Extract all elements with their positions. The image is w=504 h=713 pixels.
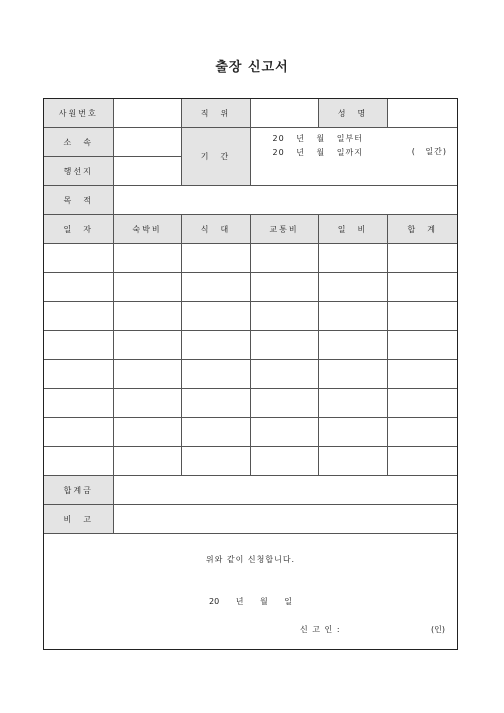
cell[interactable] (387, 360, 457, 389)
cell[interactable] (387, 331, 457, 360)
name-field[interactable] (387, 99, 457, 128)
period-from: 20 년 월 일부터 (272, 134, 363, 143)
cell[interactable] (318, 389, 387, 418)
remarks-field[interactable] (113, 505, 457, 534)
cell[interactable] (318, 273, 387, 302)
form-title: 출장 신고서 (215, 60, 289, 75)
cell[interactable] (250, 360, 318, 389)
cell[interactable] (181, 273, 250, 302)
cell[interactable] (318, 331, 387, 360)
cell[interactable] (44, 360, 113, 389)
name-label: 성 명 (318, 99, 387, 128)
expense-form (43, 98, 458, 650)
cell[interactable] (44, 273, 113, 302)
cell[interactable] (250, 302, 318, 331)
total-amount-field[interactable] (113, 476, 457, 505)
cell[interactable] (387, 418, 457, 447)
cell[interactable] (318, 447, 387, 476)
purpose-field[interactable] (113, 186, 457, 215)
cell[interactable] (113, 447, 181, 476)
cell[interactable] (250, 418, 318, 447)
destination-label: 행선지 (44, 157, 113, 186)
column-header-transport: 교통비 (250, 215, 318, 244)
cell[interactable] (113, 302, 181, 331)
cell[interactable] (387, 244, 457, 273)
application-statement: 위와 같이 신청합니다. (205, 555, 296, 564)
purpose-label: 목 적 (44, 186, 113, 215)
cell[interactable] (44, 389, 113, 418)
remarks-label: 비 고 (44, 505, 113, 534)
cell[interactable] (181, 244, 250, 273)
form-grid (44, 99, 457, 534)
table-row (44, 389, 457, 418)
cell[interactable] (181, 331, 250, 360)
seal-mark: (인) (431, 625, 445, 634)
cell[interactable] (113, 389, 181, 418)
cell[interactable] (44, 418, 113, 447)
table-row (44, 244, 457, 273)
cell[interactable] (181, 418, 250, 447)
cell[interactable] (250, 331, 318, 360)
cell[interactable] (44, 244, 113, 273)
column-header-date: 일 자 (44, 215, 113, 244)
table-row (44, 447, 457, 476)
cell[interactable] (113, 418, 181, 447)
table-row (44, 360, 457, 389)
total-amount-label: 합계금 (44, 476, 113, 505)
form-footer (44, 534, 457, 655)
table-row (44, 302, 457, 331)
department-label: 소 속 (44, 128, 113, 157)
cell[interactable] (318, 302, 387, 331)
cell[interactable] (387, 389, 457, 418)
cell[interactable] (250, 389, 318, 418)
column-header-meals: 식 대 (181, 215, 250, 244)
cell[interactable] (113, 360, 181, 389)
department-field[interactable] (113, 128, 181, 157)
cell[interactable] (318, 360, 387, 389)
column-header-total: 합 계 (387, 215, 457, 244)
cell[interactable] (113, 331, 181, 360)
cell[interactable] (387, 447, 457, 476)
cell[interactable] (181, 302, 250, 331)
period-days: ( 일간) (411, 147, 447, 156)
table-row (44, 273, 457, 302)
employee-no-label: 사원번호 (44, 99, 113, 128)
cell[interactable] (387, 302, 457, 331)
cell[interactable] (318, 418, 387, 447)
cell[interactable] (113, 244, 181, 273)
column-header-lodging: 숙박비 (113, 215, 181, 244)
table-row (44, 331, 457, 360)
cell[interactable] (181, 447, 250, 476)
applicant-label: 신 고 인 : (300, 625, 341, 634)
cell[interactable] (387, 273, 457, 302)
position-field[interactable] (250, 99, 318, 128)
position-label: 직 위 (181, 99, 250, 128)
cell[interactable] (44, 302, 113, 331)
cell[interactable] (250, 244, 318, 273)
cell[interactable] (44, 447, 113, 476)
cell[interactable] (113, 273, 181, 302)
cell[interactable] (181, 360, 250, 389)
cell[interactable] (181, 389, 250, 418)
table-row (44, 418, 457, 447)
period-field[interactable] (250, 128, 457, 186)
column-header-daily: 일 비 (318, 215, 387, 244)
cell[interactable] (44, 331, 113, 360)
period-to: 20 년 월 일까지 (272, 148, 363, 157)
application-date: 20 년 월 일 (209, 597, 292, 606)
cell[interactable] (250, 447, 318, 476)
period-label: 기 간 (181, 128, 250, 186)
cell[interactable] (318, 244, 387, 273)
employee-no-field[interactable] (113, 99, 181, 128)
destination-field[interactable] (113, 157, 181, 186)
cell[interactable] (250, 273, 318, 302)
